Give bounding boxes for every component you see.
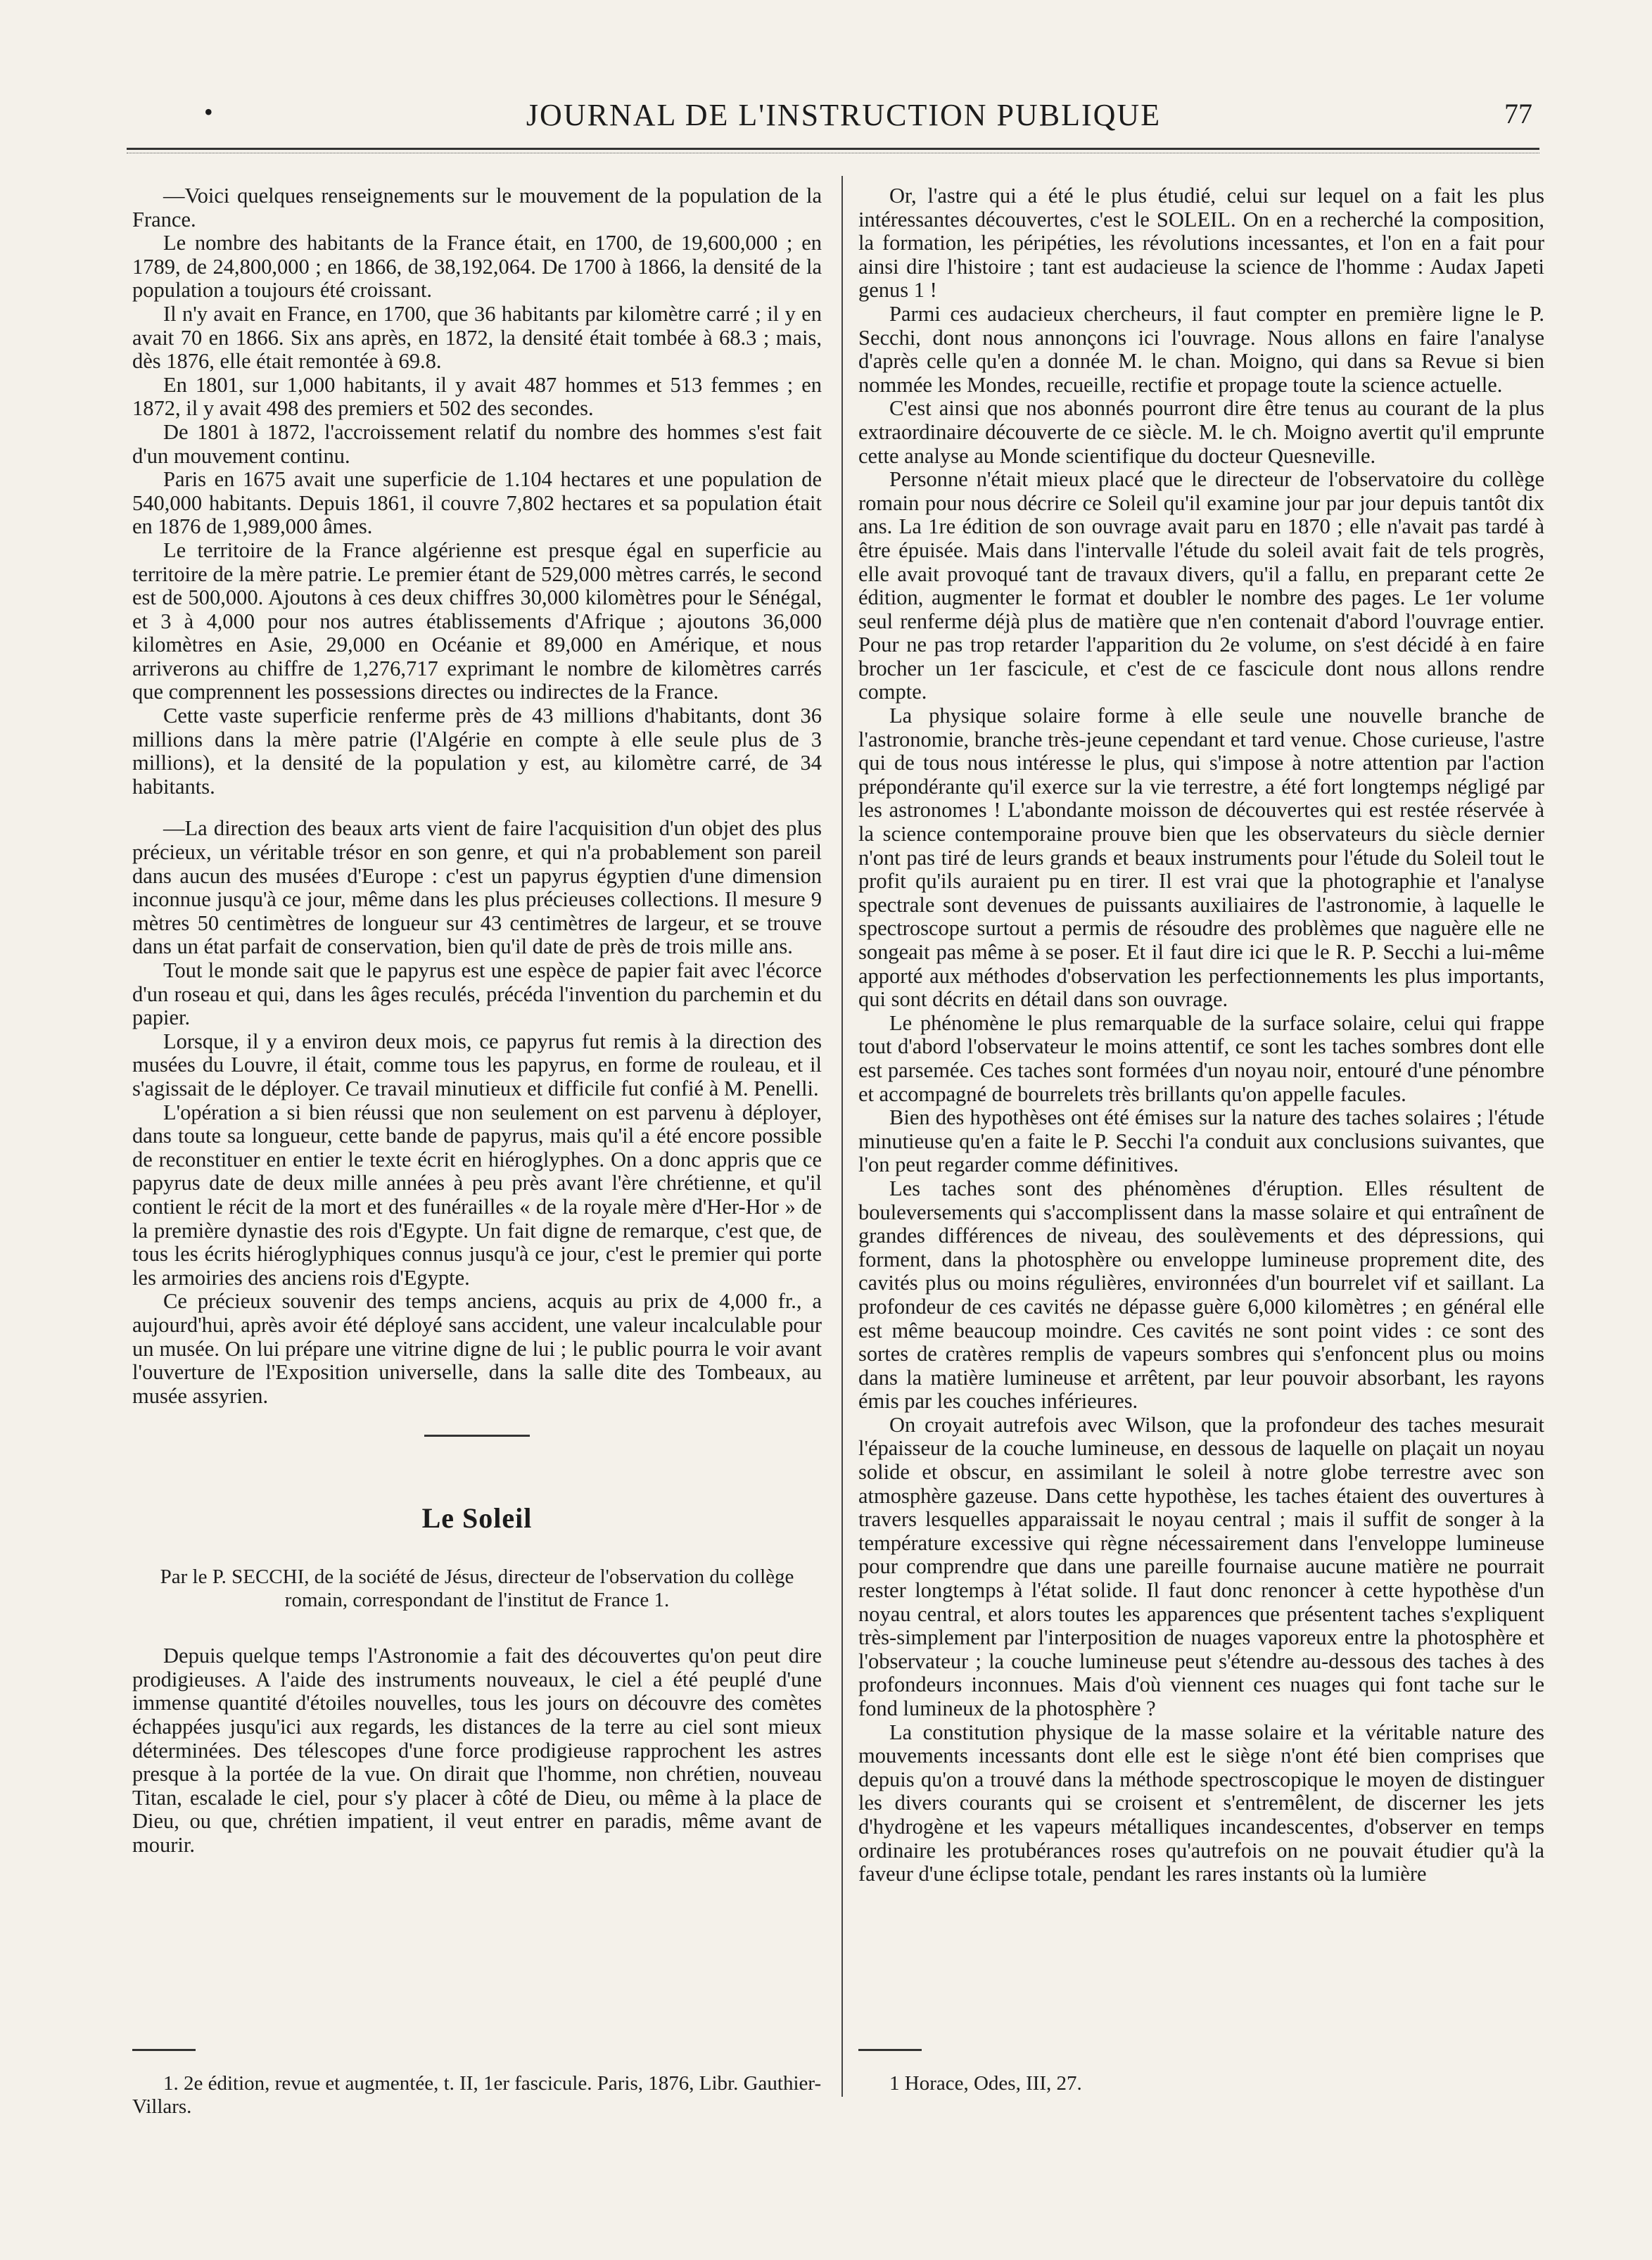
paragraph: C'est ainsi que nos abonnés pourront dire être tenus au courant de la plus extraordinaire découverte de ce siècle. M. le ch. Moigno avertit qu'il emprunte cette analyse au Monde scientifique du docteur Quesneville.	[858, 396, 1544, 468]
page-number: 77	[1504, 98, 1532, 129]
paragraph: Le territoire de la France algérienne est presque égal en superficie au territoire de la mère patrie. Le premier étant de 529,000 mètres carrés, le second est de 500,000. Ajoutons à ces deux chiffres 30,000 kilomètres pour le Sénégal, et 3 à 4,000 pour nos autres établissements d'Afrique ; ajoutons 36,000 kilomètres en Asie, 29,000 en Océanie et 89,000 en Amérique, et nous arriverons au chiffre de 1,276,717 exprimant le nombre de kilomètres carrés que comprennent les possessions directes ou indirectes de la France.	[132, 538, 822, 704]
paragraph: La physique solaire forme à elle seule une nouvelle branche de l'astronomie, branche très-jeune cependant et tard venue. Chose curieuse, l'astre qui de tous nous intéresse le plus, qui s'impose à notre attention par l'action prépondérante qu'il exerce sur la vie terrestre, a été fort longtemps négligé par les astronomes ! L'abondante moisson de découvertes qui est restée réservée à la science contemporaine prouve bien que les observateurs du siècle dernier n'ont pas tiré de leurs grands et beaux instruments pour l'étude du Soleil tout le profit qu'ils auraient pu en tirer. Il est vrai que la photographie et l'analyse spectrale sont devenues de puissants auxiliaires de l'astronomie, à laquelle le spectroscope surtout a permis de résoudre des problèmes que naguère elle ne songeait pas même à se poser. Et il faut dire ici que le R. P. Secchi a lui-même apporté aux méthodes d'observation les perfectionnements les plus importants, qui sont décrits en détail dans son ouvrage.	[858, 704, 1544, 1012]
paragraph: Le phénomène le plus remarquable de la surface solaire, celui qui frappe tout d'abord l'observateur le moins attentif, ce sont les taches sombres dont elle est parsemée. Ces taches sont formées d'un noyau noir, entouré d'une pénombre et accompagné de bourrelets très brillants qu'on appelle facules.	[858, 1010, 1544, 1106]
paragraph: Les taches sont des phénomènes d'éruption. Elles résultent de bouleversements qui s'accomplissent dans la masse solaire et qui entraînent de grandes différences de niveau, des soulèvements et des dépressions, qui forment, dans la photosphère ou enveloppe lumineuse proprement dite, des cavités plus ou moins régulières, environnées d'un bourrelet vif et saillant. La profondeur de ces cavités ne dépasse guère 6,000 kilomètres ; en général elle est même beaucoup moindre. Ces cavités ne sont point vides : ce sont des sortes de cratères remplis de vapeurs sombres qui s'enfoncent plus ou moins dans la matière lumineuse et arrêtent, par leur pouvoir absorbant, les rayons émis par les couches inférieures.	[858, 1176, 1544, 1414]
paragraph: Il n'y avait en France, en 1700, que 36 habitants par kilomètre carré ; il y en avait 70 en 1866. Six ans après, en 1872, la densité était tombée à 68.3 ; mais, dès 1876, elle était remontée à 69.8.	[132, 301, 822, 374]
paragraph: On croyait autrefois avec Wilson, que la profondeur des taches mesurait l'épaisseur de la couche lumineuse, en dessous de laquelle on plaçait un noyau solide et obscur, en assimilant le soleil à notre globe terrestre avec son atmosphère gazeuse. Dans cette hypothèse, les taches étaient des ouvertures à travers lesquelles apparaissait le noyau central ; mais il suffit de songer à la température excessive qui règne nécessairement dans l'enveloppe lumineuse pour comprendre que dans une pareille fournaise aucune matière ne pourrait rester longtemps à l'état solide. Il faut donc renoncer à cette hypothèse d'un noyau central, et alors toutes les apparences que présentent taches s'expliquent très-simplement par l'interposition de nuages vaporeux entre la photosphère et l'observateur ; la couche lumineuse peut s'étendre au-dessous des taches à des profondeurs inconnues. Mais d'où viennent ces nuages qui font tache sur le fond lumineux de la photosphère ?	[858, 1412, 1544, 1720]
paragraph: De 1801 à 1872, l'accroissement relatif du nombre des hommes s'est fait d'un mouvement continu.	[132, 419, 822, 468]
paragraph: Cette vaste superficie renferme près de 43 millions d'habitants, dont 36 millions dans la mère patrie (l'Algérie en compte à elle seule plus de 3 millions), et la densité de la population y est, au kilomètre carré, de 34 habitants.	[132, 704, 822, 799]
running-title: JOURNAL DE L'INSTRUCTION PUBLIQUE	[526, 98, 1162, 132]
paragraph: L'opération a si bien réussi que non seulement on est parvenu à déployer, dans toute sa longueur, cette bande de papyrus, mais qu'il a été encore possible de reconstituer en entier le texte écrit en hiéroglyphes. On a donc appris que ce papyrus date de deux mille années à peu près avant l'ère chrétienne, et qu'il contient le récit de la mort et des funérailles « de la royale mère d'Her-Hor » de la première dynastie des rois d'Egypte. Un fait digne de remarque, c'est que, de tous les écrits hiéroglyphiques connus jusqu'à ce jour, c'est le premier qui porte les armoiries des anciens rois d'Egypte.	[132, 1100, 822, 1290]
paragraph: Paris en 1675 avait une superficie de 1.104 hectares et une population de 540,000 habitants. Depuis 1861, il couvre 7,802 hectares et sa population était en 1876 de 1,989,000 âmes.	[132, 467, 822, 539]
paragraph: Ce précieux souvenir des temps anciens, acquis au prix de 4,000 fr., a aujourd'hui, après avoir été déployé sans accident, une valeur incalculable pour un musée. On lui prépare une vitrine digne de lui ; le public pourra le voir avant l'ouverture de l'Exposition universelle, dans la salle dite des Tombeaux, au musée assyrien.	[132, 1289, 822, 1408]
paragraph: Parmi ces audacieux chercheurs, il faut compter en première ligne le P. Secchi, dont nous annonçons ici l'ouvrage. Nous allons en faire l'analyse d'après celle qu'en a donnée M. le chan. Moigno, qui dans sa Revue si bien nommée les Mondes, recueille, rectifie et propage toute la science actuelle.	[858, 301, 1544, 397]
paragraph: Personne n'était mieux placé que le directeur de l'observatoire du collège romain pour nous décrire ce Soleil qu'il examine jour par jour depuis tantôt dix ans. La 1re édition de son ouvrage avait paru en 1870 ; elle n'avait pas tardé à être épuisée. Mais dans l'intervalle l'étude du soleil avait fait de tels progrès, elle avait provoqué tant de travaux divers, qu'il a fallu, en preparant cette 2e édition, augmenter le format et doubler le nombre des pages. Le 1er volume seul renferme déjà plus de matière que n'en contenait d'abord l'ouvrage entier. Pour ne pas trop retarder l'apparition du 2e volume, on s'est décidé à en faire brocher un 1er fascicule, et c'est de ce fascicule dont nous allons rendre compte.	[858, 467, 1544, 704]
footnote-rule	[858, 2049, 922, 2051]
paragraph: Le nombre des habitants de la France était, en 1700, de 19,600,000 ; en 1789, de 24,800,000 ; en 1866, de 38,192,064. De 1700 à 1866, la densité de la population a toujours été croissant.	[132, 231, 822, 303]
right-column	[858, 184, 1544, 1886]
paragraph: Depuis quelque temps l'Astronomie a fait des découvertes qu'on peut dire prodigieuses. A l'aide des instruments nouveaux, le ciel a été peuplé d'une immense quantité d'étoiles nouvelles, tous les jours on découvre des comètes échappées jusqu'ici aux regards, les distances de la terre au ciel sont mieux déterminées. Des télescopes d'une force prodigieuse rapprochent les astres presque à la portée de la vue. On dirait que l'homme, non chrétien, nouveau Titan, escalade le ciel, pour s'y placer à côté de Dieu, ou même à la place de Dieu, ou que, chrétien impatient, il veut entrer en paradis, même avant de mourir.	[132, 1644, 822, 1858]
paragraph: La constitution physique de la masse solaire et la véritable nature des mouvements incessants dont elle est le siège n'ont été bien comprises que depuis qu'on a trouvé dans la méthode spectroscopique le moyen de distinguer les divers courants qui se croisent et s'entremêlent, de discerner les jets d'hydrogène et les vapeurs métalliques incandescentes, d'observer en temps ordinaire les protubérances roses qu'autrefois on ne pouvait étudier qu'à la faveur d'une éclipse totale, pendant les rares instants où la lumière	[858, 1720, 1544, 1886]
left-footnotes	[132, 2049, 822, 2119]
section-title: Le Soleil	[421, 1502, 533, 1535]
paragraph: Or, l'astre qui a été le plus étudié, celui sur lequel on a fait les plus intéressantes découvertes, c'est le SOLEIL. On en a recherché la composition, la formation, les péripéties, les révolutions incessantes, et l'on en a fait pour ainsi dire l'histoire ; tant est audacieuse la science de l'homme : Audax Japeti genus 1 !	[858, 184, 1544, 303]
header-bullet: •	[204, 98, 213, 126]
footnote-rule	[132, 2049, 196, 2051]
page-header	[148, 91, 1539, 141]
paragraph: —La direction des beaux arts vient de faire l'acquisition d'un objet des plus précieux, un véritable trésor en son genre, et qui n'a probablement son pareil dans aucun des musées d'Europe : c'est un papyrus égyptien d'une dimension inconnue jusqu'à ce jour, même dans les plus précieuses collections. Il mesure 9 mètres 50 centimètres de longueur sur 43 centimètres de largeur, et se trouve dans un état parfait de conservation, bien qu'il date de près de trois mille ans.	[132, 816, 822, 959]
footnote: 1. 2e édition, revue et augmentée, t. II, 1er fascicule. Paris, 1876, Libr. Gauthier-Villars.	[132, 2072, 822, 2118]
paragraph: En 1801, sur 1,000 habitants, il y avait 487 hommes et 513 femmes ; en 1872, il y avait 498 des premiers et 502 des secondes.	[132, 372, 822, 421]
section-separator	[424, 1435, 530, 1437]
paragraph: —Voici quelques renseignements sur le mouvement de la population de la France.	[132, 184, 822, 231]
paragraph: Tout le monde sait que le papyrus est une espèce de papier fait avec l'écorce d'un roseau et qui, dans les âges reculés, précéda l'invention du parchemin et du papier.	[132, 958, 822, 1030]
paragraph: Lorsque, il y a environ deux mois, ce papyrus fut remis à la direction des musées du Louvre, il était, comme tous les papyrus, en forme de rouleau, et il s'agissait de le déployer. Ce travail minutieux et difficile fut confié à M. Penelli.	[132, 1029, 822, 1100]
column-divider	[841, 176, 843, 2097]
footnote: 1 Horace, Odes, III, 27.	[889, 2072, 1082, 2095]
left-column	[132, 184, 822, 1858]
header-rule	[127, 148, 1539, 153]
article-byline: Par le P. SECCHI, de la société de Jésus, directeur de l'observation du collège romain, correspondant de l'institut de France 1.	[160, 1566, 794, 1612]
right-footnotes	[858, 2049, 1544, 2095]
paragraph: Bien des hypothèses ont été émises sur la nature des taches solaires ; l'étude minutieuse qu'en a faite le P. Secchi l'a conduit aux conclusions suivantes, que l'on peut regarder comme définitives.	[858, 1105, 1544, 1177]
